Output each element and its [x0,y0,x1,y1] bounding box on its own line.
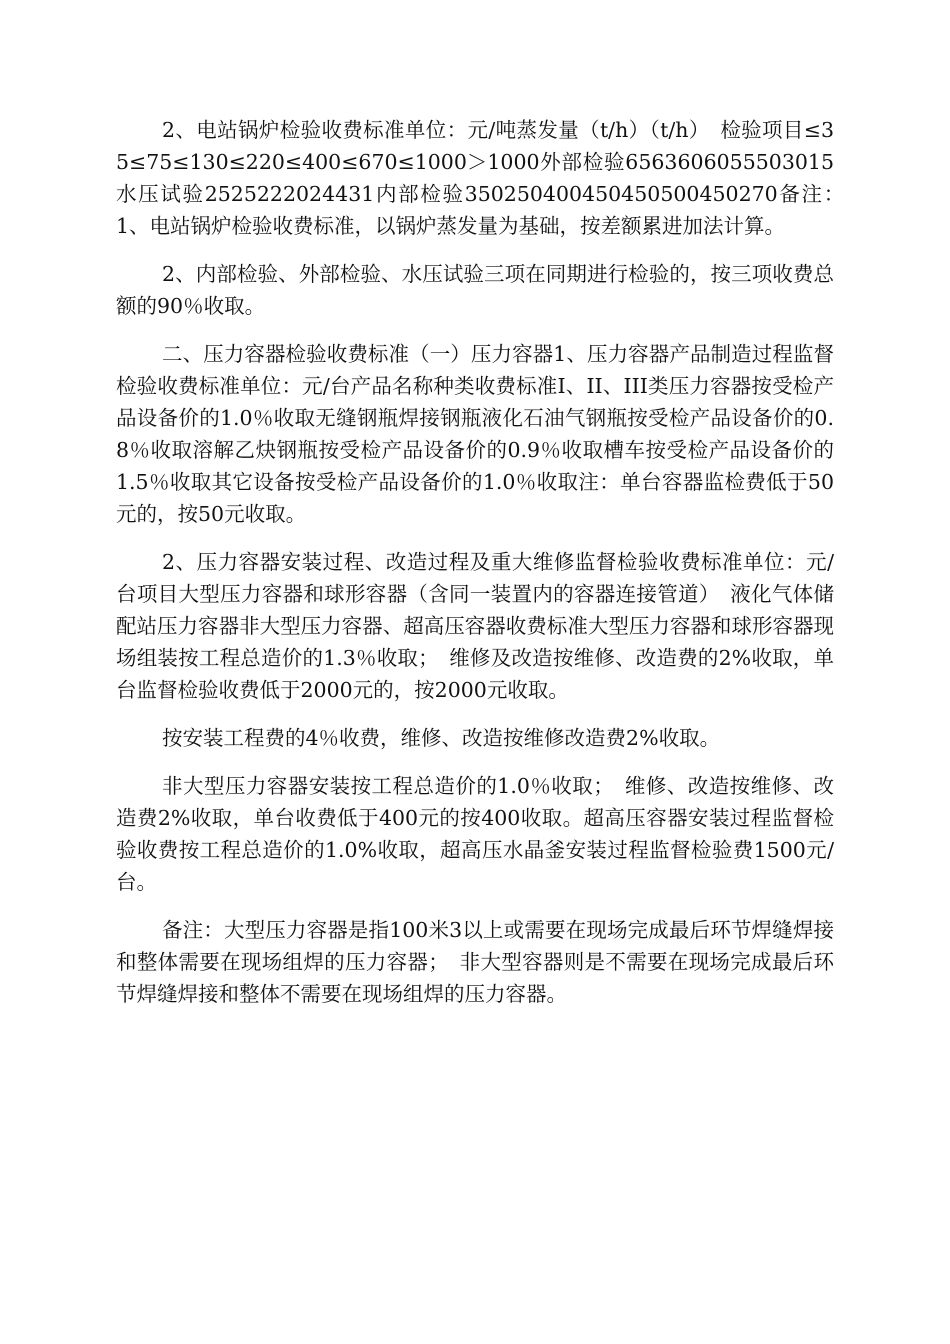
paragraph-lpg-station-fee: 按安装工程费的4％收费，维修、改造按维修改造费2%收取。 [162,726,721,750]
paragraph-installation-renovation: 2、压力容器安装过程、改造过程及重大维修监督检验收费标准单位：元/台项目大型压力容器和球形容器（含同一装置内的容器连接管道） 液化气体储配站压力容器非大型压力容器、超高压容器收费标准大型压力容器和球形容器现场组装按工程总造价的1.3％收取； 维修及改造按维修、改造费的2%收取，单台监督检验收费低于2000元的，按2000元收取。 [116,550,834,702]
document-body [116,114,855,1026]
paragraph-non-large-vessel-fee: 非大型压力容器安装按工程总造价的1.0％收取； 维修、改造按维修、改造费2%收取，单台收费低于400元的按400收取。超高压容器安装过程监督检验收费按工程总造价的1.0%收取，超高压水晶釜安装过程监督检验费1500元/台。 [116,774,834,894]
paragraph-remarks: 备注：大型压力容器是指100米3以上或需要在现场完成最后环节焊缝焊接和整体需要在现场组焊的压力容器； 非大型容器则是不需要在现场完成最后环节焊缝焊接和整体不需要在现场组焊的压力容器。 [116,918,834,1006]
paragraph-combined-inspection-note: 2、内部检验、外部检验、水压试验三项在同期进行检验的，按三项收费总额的90％收取。 [116,262,834,318]
paragraph-pressure-vessel-manufacturing: 二、压力容器检验收费标准（一）压力容器1、压力容器产品制造过程监督检验收费标准单位：元/台产品名称种类收费标准I、II、III类压力容器按受检产品设备价的1.0％收取无缝钢瓶焊接钢瓶液化石油气钢瓶按受检产品设备价的0.8％收取溶解乙炔钢瓶按受检产品设备价的0.9％收取槽车按受检产品设备价的1.5％收取其它设备按受检产品设备价的1.0％收取注：单台容器监检费低于50元的，按50元收取。 [116,342,834,526]
paragraph-boiler-fee-table: 2、电站锅炉检验收费标准单位：元/吨蒸发量（t/h）（t/h） 检验项目≤35≤75≤130≤220≤400≤670≤1000＞1000外部检验6563606055503015水压试验2525222024431内部检验350250400450450500450270备注： 1、电站锅炉检验收费标准，以锅炉蒸发量为基础，按差额累进加法计算。 [116,118,855,238]
